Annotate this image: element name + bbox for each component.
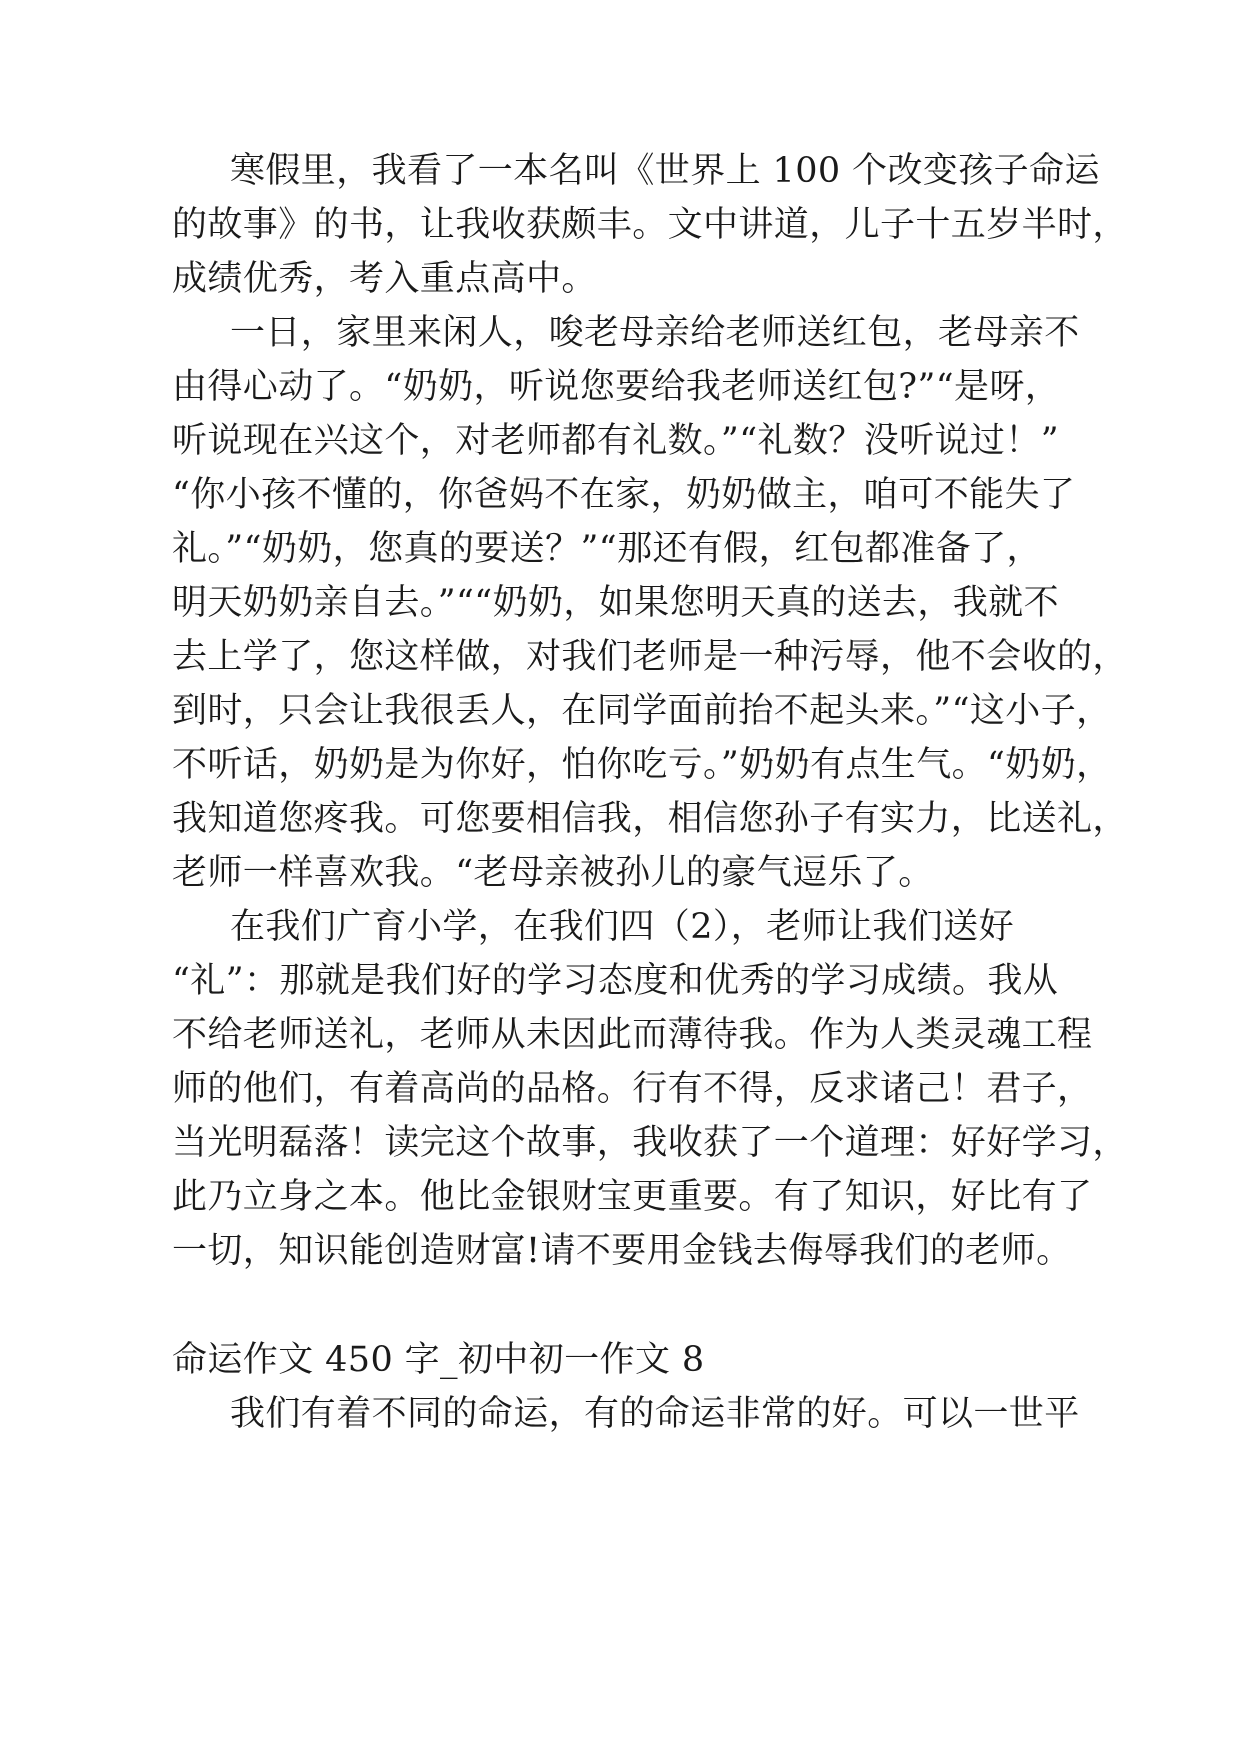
paragraph-3-line-7: 一切，知识能创造财富!请不要用金钱去侮辱我们的老师。: [172, 1231, 1072, 1271]
paragraph-3-line-5: 当光明磊落！读完这个故事，我收获了一个道理：好好学习，: [172, 1123, 1128, 1163]
paragraph-1-line-1: 寒假里，我看了一本名叫《世界上 100 个改变孩子命运: [230, 151, 1100, 191]
paragraph-4-line-1: 我们有着不同的命运，有的命运非常的好。可以一世平: [230, 1394, 1080, 1434]
paragraph-2-line-2: 由得心动了。“奶奶，听说您要给我老师送红包?”“是呀，: [172, 367, 1061, 407]
section-title: 命运作文 450 字_初中初一作文 8: [172, 1340, 705, 1380]
paragraph-3-line-3: 不给老师送礼，老师从未因此而薄待我。作为人类灵魂工程: [172, 1015, 1093, 1055]
paragraph-3-line-1: 在我们广育小学，在我们四（2），老师让我们送好: [230, 907, 1014, 947]
paragraph-1-line-3: 成绩优秀，考入重点高中。: [172, 259, 597, 299]
paragraph-2-line-8: 到时，只会让我很丢人，在同学面前抬不起头来。”“这小子，: [172, 691, 1112, 731]
paragraph-2-line-6: 明天奶奶亲自去。”““奶奶，如果您明天真的送去，我就不: [172, 583, 1059, 623]
paragraph-2-line-3: 听说现在兴这个，对老师都有礼数。”“礼数？没听说过！”: [172, 421, 1059, 461]
paragraph-2-line-11: 老师一样喜欢我。“老母亲被孙儿的豪气逗乐了。: [172, 853, 934, 893]
paragraph-1-line-2: 的故事》的书，让我收获颇丰。文中讲道，儿子十五岁半时，: [172, 205, 1128, 245]
paragraph-2-line-4: “你小孩不懂的，你爸妈不在家，奶奶做主，咱可不能失了: [172, 475, 1076, 515]
paragraph-2-line-9: 不听话，奶奶是为你好，怕你吃亏。”奶奶有点生气。“奶奶，: [172, 745, 1112, 785]
paragraph-3-line-2: “礼”：那就是我们好的学习态度和优秀的学习成绩。我从: [172, 961, 1059, 1001]
paragraph-3-line-6: 此乃立身之本。他比金银财宝更重要。有了知识，好比有了: [172, 1177, 1093, 1217]
paragraph-3-line-4: 师的他们，有着高尚的品格。行有不得，反求诸己！君子，: [172, 1069, 1093, 1109]
paragraph-2-line-7: 去上学了，您这样做，对我们老师是一种污辱，他不会收的，: [172, 637, 1128, 677]
paragraph-2-line-10: 我知道您疼我。可您要相信我，相信您孙子有实力，比送礼，: [172, 799, 1128, 839]
paragraph-2-line-5: 礼。”“奶奶，您真的要送？”“那还有假，红包都准备了，: [172, 529, 1042, 569]
paragraph-2-line-1: 一日，家里来闲人，唆老母亲给老师送红包，老母亲不: [230, 313, 1080, 353]
